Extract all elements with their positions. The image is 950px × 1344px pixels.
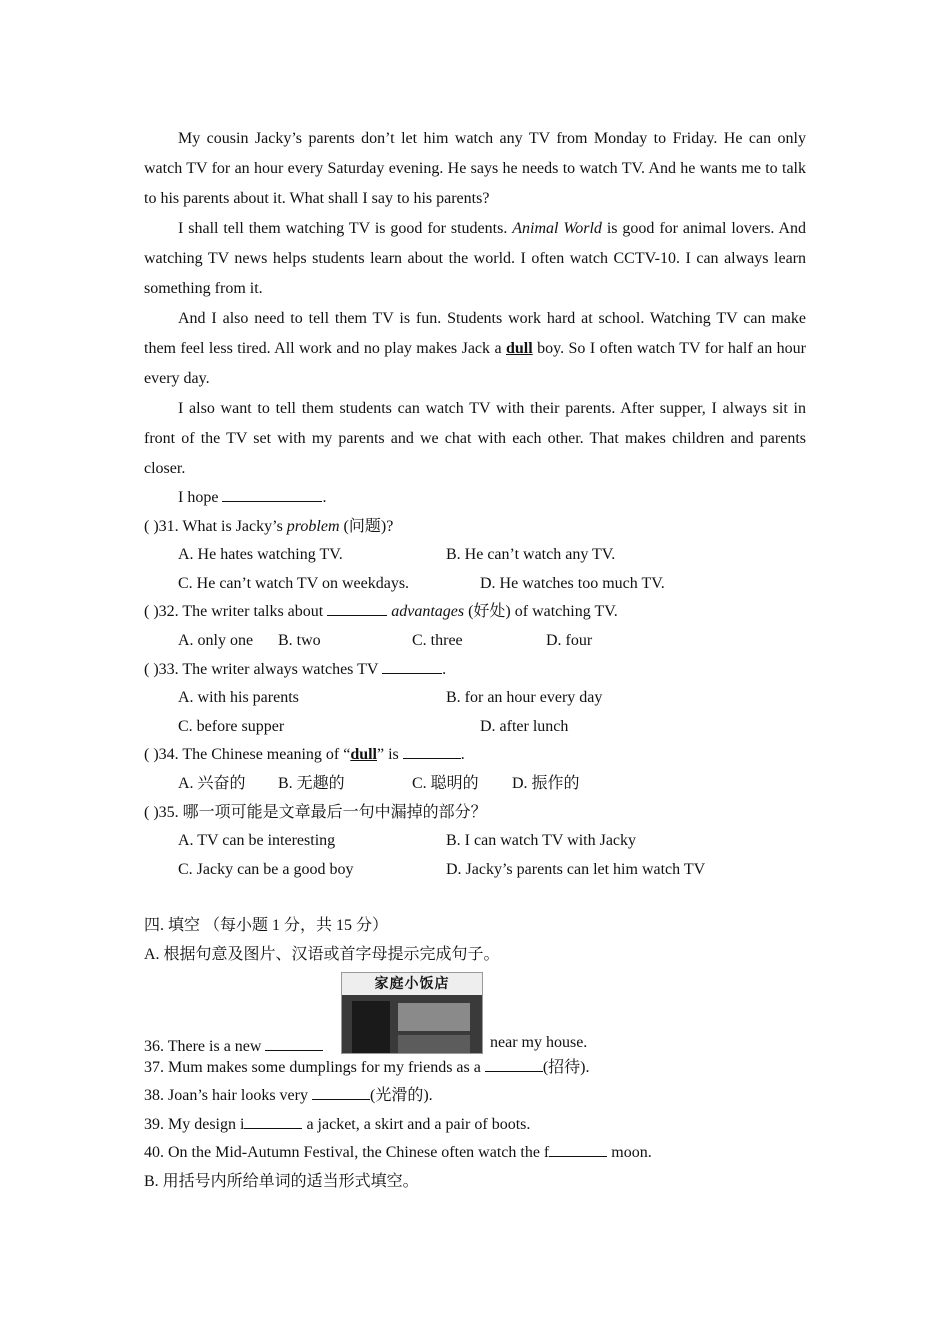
tv-show-title: Animal World: [512, 220, 602, 237]
option-c[interactable]: C. He can’t watch TV on weekdays.: [178, 574, 410, 592]
question-36-line: 36. There is a new 家庭小饭店 near my house.: [144, 972, 806, 1054]
option-a[interactable]: A. TV can be interesting: [178, 832, 336, 850]
passage-paragraph-3: And I also need to tell them TV is fun. Students work hard at school. Watching TV can make them feel less tired. All work and no play makes Jack a dull boy. So I often watch TV for half an hour every day.: [144, 310, 806, 387]
passage-paragraph-5: I hope .: [144, 484, 806, 513]
question-32-options: [144, 627, 806, 656]
worksheet-page: [144, 124, 806, 1196]
question-34-stem: ( )34. The Chinese meaning of “dull” is .: [144, 741, 806, 770]
restaurant-picture: [341, 972, 483, 1054]
option-d[interactable]: D. Jacky’s parents can let him watch TV: [446, 860, 706, 878]
restaurant-sign: 家庭小饭店: [342, 973, 482, 995]
option-a[interactable]: A. He hates watching TV.: [178, 546, 343, 564]
question-33-options-row-2: [144, 713, 806, 742]
option-a[interactable]: A. 兴奋的: [178, 774, 246, 792]
option-d[interactable]: D. four: [546, 631, 593, 649]
option-b[interactable]: B. I can watch TV with Jacky: [446, 832, 637, 850]
passage-paragraph-4: I also want to tell them students can watch TV with their parents. After supper, I always sit in front of the TV set with my parents and we chat with each other. That makes children and parents closer.: [144, 400, 806, 477]
question-33-stem: ( )33. The writer always watches TV .: [144, 656, 806, 685]
answer-blank[interactable]: [485, 1055, 543, 1072]
option-b[interactable]: B. for an hour every day: [446, 689, 603, 707]
passage-paragraph-2: I shall tell them watching TV is good for students. Animal World is good for animal lovers. And watching TV news helps students learn about the world. I often watch CCTV-10. I can always learn something from it.: [144, 220, 807, 297]
option-c[interactable]: C. 聪明的: [412, 774, 479, 792]
question-40-line: 40. On the Mid-Autumn Festival, the Chinese often watch the f moon.: [144, 1139, 806, 1168]
section-4-part-b-instructions: B. 用括号内所给单词的适当形式填空。: [144, 1172, 419, 1190]
option-b[interactable]: B. He can’t watch any TV.: [446, 546, 616, 564]
question-38-line: 38. Joan’s hair looks very (光滑的).: [144, 1082, 806, 1111]
option-a[interactable]: A. only one: [178, 631, 254, 649]
option-b[interactable]: B. 无趣的: [278, 774, 345, 792]
option-a[interactable]: A. with his parents: [178, 689, 299, 707]
keyword-dull: dull: [506, 340, 533, 357]
section-4-part-a-instructions: A. 根据句意及图片、汉语或首字母提示完成句子。: [144, 945, 500, 963]
option-c[interactable]: C. Jacky can be a good boy: [178, 860, 354, 878]
answer-blank[interactable]: [549, 1140, 607, 1157]
option-d[interactable]: D. after lunch: [480, 717, 569, 735]
answer-blank[interactable]: [403, 742, 461, 759]
question-31-stem: ( )31. What is Jacky’s problem (问题)?: [144, 517, 394, 535]
option-d[interactable]: D. He watches too much TV.: [480, 574, 665, 592]
answer-blank[interactable]: [327, 599, 387, 616]
question-32-stem: ( )32. The writer talks about advantages (好处) of watching TV.: [144, 598, 806, 627]
question-35-options-row-1: [144, 827, 806, 856]
answer-blank[interactable]: [382, 657, 442, 674]
option-d[interactable]: D. 振作的: [512, 774, 580, 792]
question-37-line: 37. Mum makes some dumplings for my friends as a (招待).: [144, 1054, 806, 1083]
answer-blank[interactable]: [312, 1083, 370, 1100]
question-39-line: 39. My design i a jacket, a skirt and a pair of boots.: [144, 1111, 806, 1140]
question-31-options-row-2: [144, 570, 806, 599]
passage-paragraph-1: My cousin Jacky’s parents don’t let him watch any TV from Monday to Friday. He can only watch TV for an hour every Saturday evening. He says he needs to watch TV. And he wants me to talk to his parents about it. What shall I say to his parents?: [144, 130, 806, 207]
question-33-options-row-1: [144, 684, 806, 713]
option-c[interactable]: C. three: [412, 631, 463, 649]
answer-blank[interactable]: [222, 485, 322, 502]
option-b[interactable]: B. two: [278, 631, 321, 649]
option-c[interactable]: C. before supper: [178, 717, 285, 735]
question-34-options: [144, 770, 806, 799]
question-35-options-row-2: [144, 856, 806, 885]
answer-blank[interactable]: [265, 1034, 323, 1051]
question-31-options-row-1: [144, 541, 806, 570]
section-4-title: 四. 填空 （每小题 1 分，共 15 分）: [144, 917, 389, 935]
question-35-stem: ( )35. 哪一项可能是文章最后一句中漏掉的部分？: [144, 803, 487, 821]
answer-blank[interactable]: [244, 1112, 302, 1129]
